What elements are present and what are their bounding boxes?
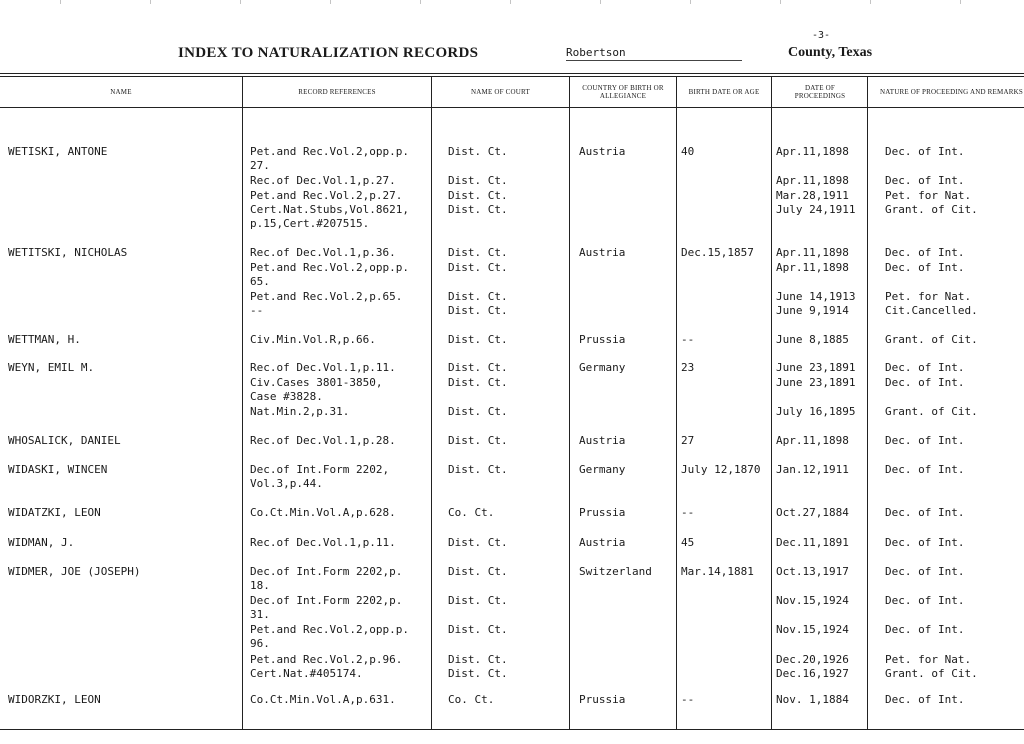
record-reference: Civ.Min.Vol.R,p.66. <box>250 333 376 346</box>
page-title: INDEX TO NATURALIZATION RECORDS <box>178 45 479 61</box>
table-top-rule-double <box>0 76 1024 77</box>
country-of-birth: Germany <box>579 361 626 374</box>
record-reference: Pet.and Rec.Vol.2,opp.p. 96. <box>250 623 409 651</box>
record-name: WETTMAN, H. <box>8 333 81 346</box>
record-reference: Co.Ct.Min.Vol.A,p.631. <box>250 693 396 706</box>
proceeding-date: Dec.20,1926 <box>776 652 849 666</box>
col-divider <box>431 76 432 729</box>
record-name: WETITSKI, NICHOLAS <box>8 246 128 259</box>
proceeding-date: Dec.11,1891 <box>776 536 849 549</box>
record-name: WIDATZKI, LEON <box>8 506 101 519</box>
record-reference: Rec.of Dec.Vol.1,p.28. <box>250 434 396 447</box>
record-name: WIDORZKI, LEON <box>8 693 101 706</box>
proceeding-nature: Dec. of Int. <box>885 565 965 578</box>
proceeding-nature: Dec. of Int. <box>885 623 965 637</box>
record-reference: Pet.and Rec.Vol.2,p.96. <box>250 652 403 666</box>
proceeding-nature: Dec. of Int. <box>885 246 965 259</box>
proceeding-nature: Grant. of Cit. <box>885 333 978 346</box>
col-divider <box>771 76 772 729</box>
birth-date-or-age: July 12,1870 <box>681 463 761 476</box>
record-reference: Civ.Cases 3801-3850, Case #3828. <box>250 375 383 403</box>
court-name: Dist. Ct. <box>448 289 508 303</box>
record-name: WHOSALICK, DANIEL <box>8 434 121 447</box>
column-header-name: NAME <box>110 88 132 96</box>
country-of-birth: Prussia <box>579 333 626 346</box>
court-name: Dist. Ct. <box>448 260 508 274</box>
record-reference: Co.Ct.Min.Vol.A,p.628. <box>250 506 396 519</box>
court-name: Dist. Ct. <box>448 333 508 346</box>
record-reference: Rec.of Dec.Vol.1,p.11. <box>250 361 396 374</box>
record-reference: Pet.and Rec.Vol.2,opp.p. 65. <box>250 260 409 288</box>
record-reference: Rec.of Dec.Vol.1,p.11. <box>250 536 396 549</box>
col-divider <box>676 76 677 729</box>
country-of-birth: Switzerland <box>579 565 652 578</box>
column-header-birth: BIRTH DATE OR AGE <box>688 88 760 96</box>
record-reference: Dec.of Int.Form 2202, Vol.3,p.44. <box>250 463 390 490</box>
record-name: WEYN, EMIL M. <box>8 361 95 374</box>
proceeding-nature: Pet. for Nat. <box>885 289 972 303</box>
country-of-birth: Austria <box>579 434 626 447</box>
scan-edge-marks <box>0 0 1024 4</box>
record-reference: Cert.Nat.Stubs,Vol.8621, p.15,Cert.#207515. <box>250 203 409 231</box>
proceeding-date: Apr.11,1898 <box>776 434 849 447</box>
court-name: Dist. Ct. <box>448 594 508 608</box>
court-name: Dist. Ct. <box>448 203 508 217</box>
proceeding-date: Dec.16,1927 <box>776 667 849 681</box>
proceeding-date: Nov.15,1924 <box>776 623 849 637</box>
proceeding-date: June 9,1914 <box>776 304 849 318</box>
proceeding-nature: Dec. of Int. <box>885 536 965 549</box>
record-reference: Rec.of Dec.Vol.1,p.27. <box>250 174 396 188</box>
court-name: Dist. Ct. <box>448 145 508 158</box>
birth-date-or-age: Dec.15,1857 <box>681 246 754 259</box>
county-label: County, Texas <box>788 45 873 60</box>
proceeding-date: Apr.11,1898 <box>776 145 849 158</box>
page-number: -3- <box>812 30 831 41</box>
court-name: Dist. Ct. <box>448 304 508 318</box>
birth-date-or-age: -- <box>681 333 695 346</box>
table-top-rule <box>0 73 1024 74</box>
column-header-nature: NATURE OF PROCEEDING AND REMARKS <box>880 88 1023 96</box>
proceeding-date: July 16,1895 <box>776 404 856 418</box>
court-name: Dist. Ct. <box>448 404 508 418</box>
court-name: Dist. Ct. <box>448 565 508 578</box>
record-reference: Dec.of Int.Form 2202,p. 31. <box>250 594 403 622</box>
record-reference: Nat.Min.2,p.31. <box>250 404 350 418</box>
country-of-birth: Austria <box>579 145 626 158</box>
proceeding-nature: Dec. of Int. <box>885 693 965 706</box>
header-bottom-rule <box>0 107 1024 108</box>
proceeding-nature: Dec. of Int. <box>885 434 965 447</box>
court-name: Dist. Ct. <box>448 434 508 447</box>
proceeding-date: Nov.15,1924 <box>776 594 849 608</box>
proceeding-date: Nov. 1,1884 <box>776 693 849 706</box>
proceeding-nature: Dec. of Int. <box>885 463 965 476</box>
proceeding-date: Jan.12,1911 <box>776 463 849 476</box>
birth-date-or-age: 45 <box>681 536 695 549</box>
county-blank-line <box>566 60 742 61</box>
court-name: Dist. Ct. <box>448 375 508 389</box>
record-name: WIDMER, JOE (JOSEPH) <box>8 565 141 578</box>
proceeding-nature: Dec. of Int. <box>885 145 965 158</box>
proceeding-date: Oct.13,1917 <box>776 565 849 578</box>
birth-date-or-age: Mar.14,1881 <box>681 565 754 578</box>
record-reference: Pet.and Rec.Vol.2,p.27. <box>250 188 403 202</box>
col-divider <box>242 76 243 729</box>
proceeding-date: Apr.11,1898 <box>776 246 849 259</box>
record-reference: Dec.of Int.Form 2202,p. 18. <box>250 565 403 592</box>
col-divider <box>569 76 570 729</box>
column-header-date: DATE OF PROCEEDINGS <box>794 84 846 100</box>
court-name: Dist. Ct. <box>448 667 508 681</box>
record-reference: Rec.of Dec.Vol.1,p.36. <box>250 246 396 259</box>
proceeding-date: June 23,1891 <box>776 375 856 389</box>
proceeding-nature: Cit.Cancelled. <box>885 304 978 318</box>
proceeding-nature: Dec. of Int. <box>885 506 965 519</box>
col-divider <box>867 76 868 729</box>
court-name: Dist. Ct. <box>448 174 508 188</box>
proceeding-date: Oct.27,1884 <box>776 506 849 519</box>
column-header-record: RECORD REFERENCES <box>298 88 376 96</box>
country-of-birth: Prussia <box>579 693 626 706</box>
proceeding-nature: Pet. for Nat. <box>885 188 972 202</box>
proceeding-date: June 14,1913 <box>776 289 856 303</box>
proceeding-nature: Grant. of Cit. <box>885 203 978 217</box>
record-reference: Pet.and Rec.Vol.2,opp.p. 27. <box>250 145 409 172</box>
proceeding-date: Mar.28,1911 <box>776 188 849 202</box>
court-name: Dist. Ct. <box>448 623 508 637</box>
birth-date-or-age: 40 <box>681 145 695 158</box>
court-name: Dist. Ct. <box>448 463 508 476</box>
country-of-birth: Germany <box>579 463 626 476</box>
record-name: WIDASKI, WINCEN <box>8 463 108 476</box>
record-name: WIDMAN, J. <box>8 536 75 549</box>
column-header-court: NAME OF COURT <box>471 88 530 96</box>
proceeding-nature: Pet. for Nat. <box>885 652 972 666</box>
record-name: WETISKI, ANTONE <box>8 145 108 158</box>
court-name: Dist. Ct. <box>448 188 508 202</box>
proceeding-date: Apr.11,1898 <box>776 174 849 188</box>
country-of-birth: Austria <box>579 536 626 549</box>
birth-date-or-age: 23 <box>681 361 695 374</box>
country-of-birth: Prussia <box>579 506 626 519</box>
record-reference: Pet.and Rec.Vol.2,p.65. <box>250 289 403 303</box>
proceeding-nature: Dec. of Int. <box>885 260 965 274</box>
table-bottom-rule <box>0 729 1024 730</box>
column-header-country: COUNTRY OF BIRTH OR ALLEGIANCE <box>582 84 664 100</box>
court-name: Co. Ct. <box>448 693 495 706</box>
court-name: Dist. Ct. <box>448 536 508 549</box>
proceeding-nature: Dec. of Int. <box>885 594 965 608</box>
court-name: Co. Ct. <box>448 506 495 519</box>
birth-date-or-age: -- <box>681 693 695 706</box>
proceeding-nature: Grant. of Cit. <box>885 404 978 418</box>
court-name: Dist. Ct. <box>448 246 508 259</box>
proceeding-nature: Dec. of Int. <box>885 375 965 389</box>
court-name: Dist. Ct. <box>448 652 508 666</box>
proceeding-nature: Grant. of Cit. <box>885 667 978 681</box>
country-of-birth: Austria <box>579 246 626 259</box>
proceeding-date: July 24,1911 <box>776 203 856 217</box>
proceeding-date: June 23,1891 <box>776 361 856 374</box>
birth-date-or-age: 27 <box>681 434 695 447</box>
record-reference: -- <box>250 304 264 318</box>
proceeding-date: Apr.11,1898 <box>776 260 849 274</box>
birth-date-or-age: -- <box>681 506 695 519</box>
proceeding-date: June 8,1885 <box>776 333 849 346</box>
proceeding-nature: Dec. of Int. <box>885 361 965 374</box>
record-reference: Cert.Nat.#405174. <box>250 667 363 681</box>
county-name: Robertson <box>566 46 626 59</box>
proceeding-nature: Dec. of Int. <box>885 174 965 188</box>
court-name: Dist. Ct. <box>448 361 508 374</box>
